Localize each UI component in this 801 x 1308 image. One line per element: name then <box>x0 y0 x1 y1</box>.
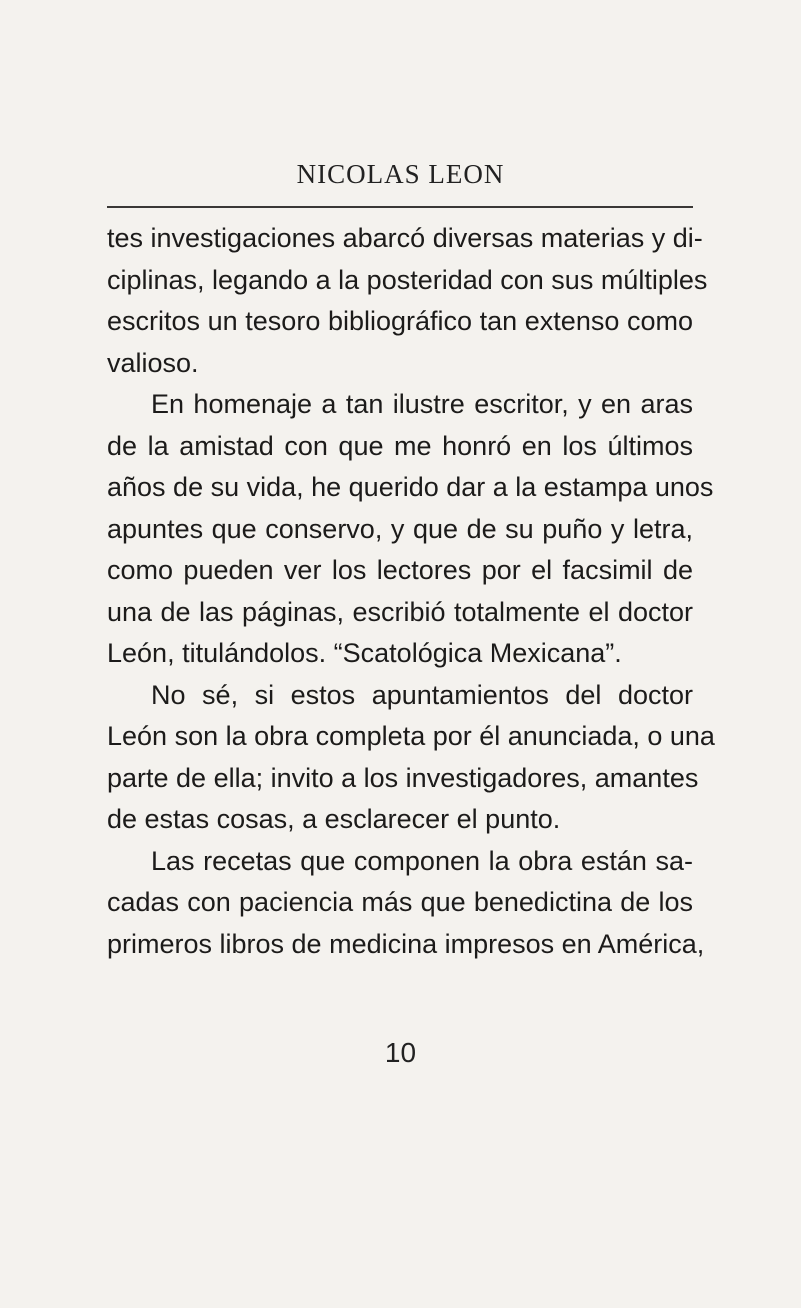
page-number: 10 <box>384 1037 417 1068</box>
text-line: tes investigaciones abarcó diversas materias y di- <box>107 223 703 253</box>
text-line: valioso. <box>107 347 199 378</box>
running-head: NICOLAS LEON <box>296 159 505 189</box>
paragraph-1 <box>107 218 708 384</box>
text-line: de la amistad con que me honró en los últimos <box>107 430 693 461</box>
text-line: ciplinas, legando a la posteridad con sus múltiples <box>107 264 708 295</box>
header-rule <box>107 206 693 208</box>
paragraph-3 <box>107 675 715 841</box>
paragraph-4 <box>107 841 705 966</box>
text-line: parte de ella; invito a los investigadores, amantes <box>107 762 699 793</box>
text-line: una de las páginas, escribió totalmente el doctor <box>107 596 693 627</box>
body-text <box>107 218 715 965</box>
text-line: escritos un tesoro bibliográfico tan extenso como <box>107 306 693 336</box>
text-line: Las recetas que componen la obra están sa- <box>151 845 693 876</box>
text-line: cadas con paciencia más que benedictina de los <box>107 887 693 917</box>
text-line: En homenaje a tan ilustre escritor, y en aras <box>151 389 693 419</box>
text-line: años de su vida, he querido dar a la estampa unos <box>107 472 714 502</box>
paragraph-2 <box>107 384 714 675</box>
text-line: como pueden ver los lectores por el facsimil de <box>107 555 693 585</box>
text-line: No sé, si estos apuntamientos del doctor <box>151 679 693 710</box>
text-line: apuntes que conservo, y que de su puño y letra, <box>107 513 693 544</box>
text-line: León, titulándolos. “Scatológica Mexicana”. <box>107 638 622 668</box>
text-line: de estas cosas, a esclarecer el punto. <box>107 804 561 834</box>
text-line: León son la obra completa por él anunciada, o una <box>107 721 715 751</box>
text-line: primeros libros de medicina impresos en América, <box>107 928 705 959</box>
